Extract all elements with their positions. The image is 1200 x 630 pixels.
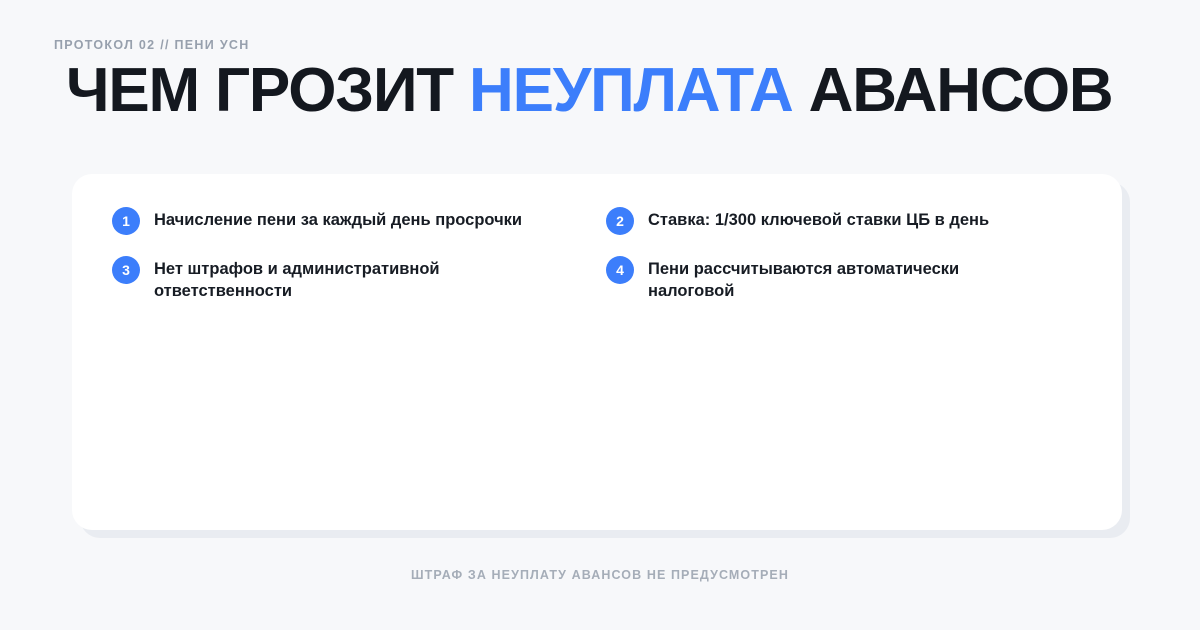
headline-highlight: НЕУПЛАТА xyxy=(469,56,793,125)
content-card xyxy=(72,174,1122,530)
items-grid xyxy=(112,206,1082,303)
eyebrow-label: ПРОТОКОЛ 02 // ПЕНИ УСН xyxy=(54,38,250,52)
list-item xyxy=(112,206,588,235)
item-number-badge: 1 xyxy=(112,207,140,235)
headline-before: ЧЕМ ГРОЗИТ xyxy=(66,56,469,125)
list-item xyxy=(112,255,588,303)
item-number-badge: 2 xyxy=(606,207,634,235)
headline-after: АВАНСОВ xyxy=(792,56,1113,125)
item-label: Начисление пени за каждый день просрочки xyxy=(154,211,523,229)
item-number-badge: 3 xyxy=(112,256,140,284)
item-label: Ставка: 1/300 ключевой ставки ЦБ в день xyxy=(648,211,990,229)
footnote-label: ШТРАФ ЗА НЕУПЛАТУ АВАНСОВ НЕ ПРЕДУСМОТРЕН xyxy=(411,568,789,582)
list-item xyxy=(606,255,1082,303)
item-label: Нет штрафов и административной ответственности xyxy=(154,260,440,301)
item-label: Пени рассчитываются автоматически налоговой xyxy=(648,260,960,301)
page-title xyxy=(66,58,1112,123)
item-number-badge: 4 xyxy=(606,256,634,284)
list-item xyxy=(606,206,1082,235)
